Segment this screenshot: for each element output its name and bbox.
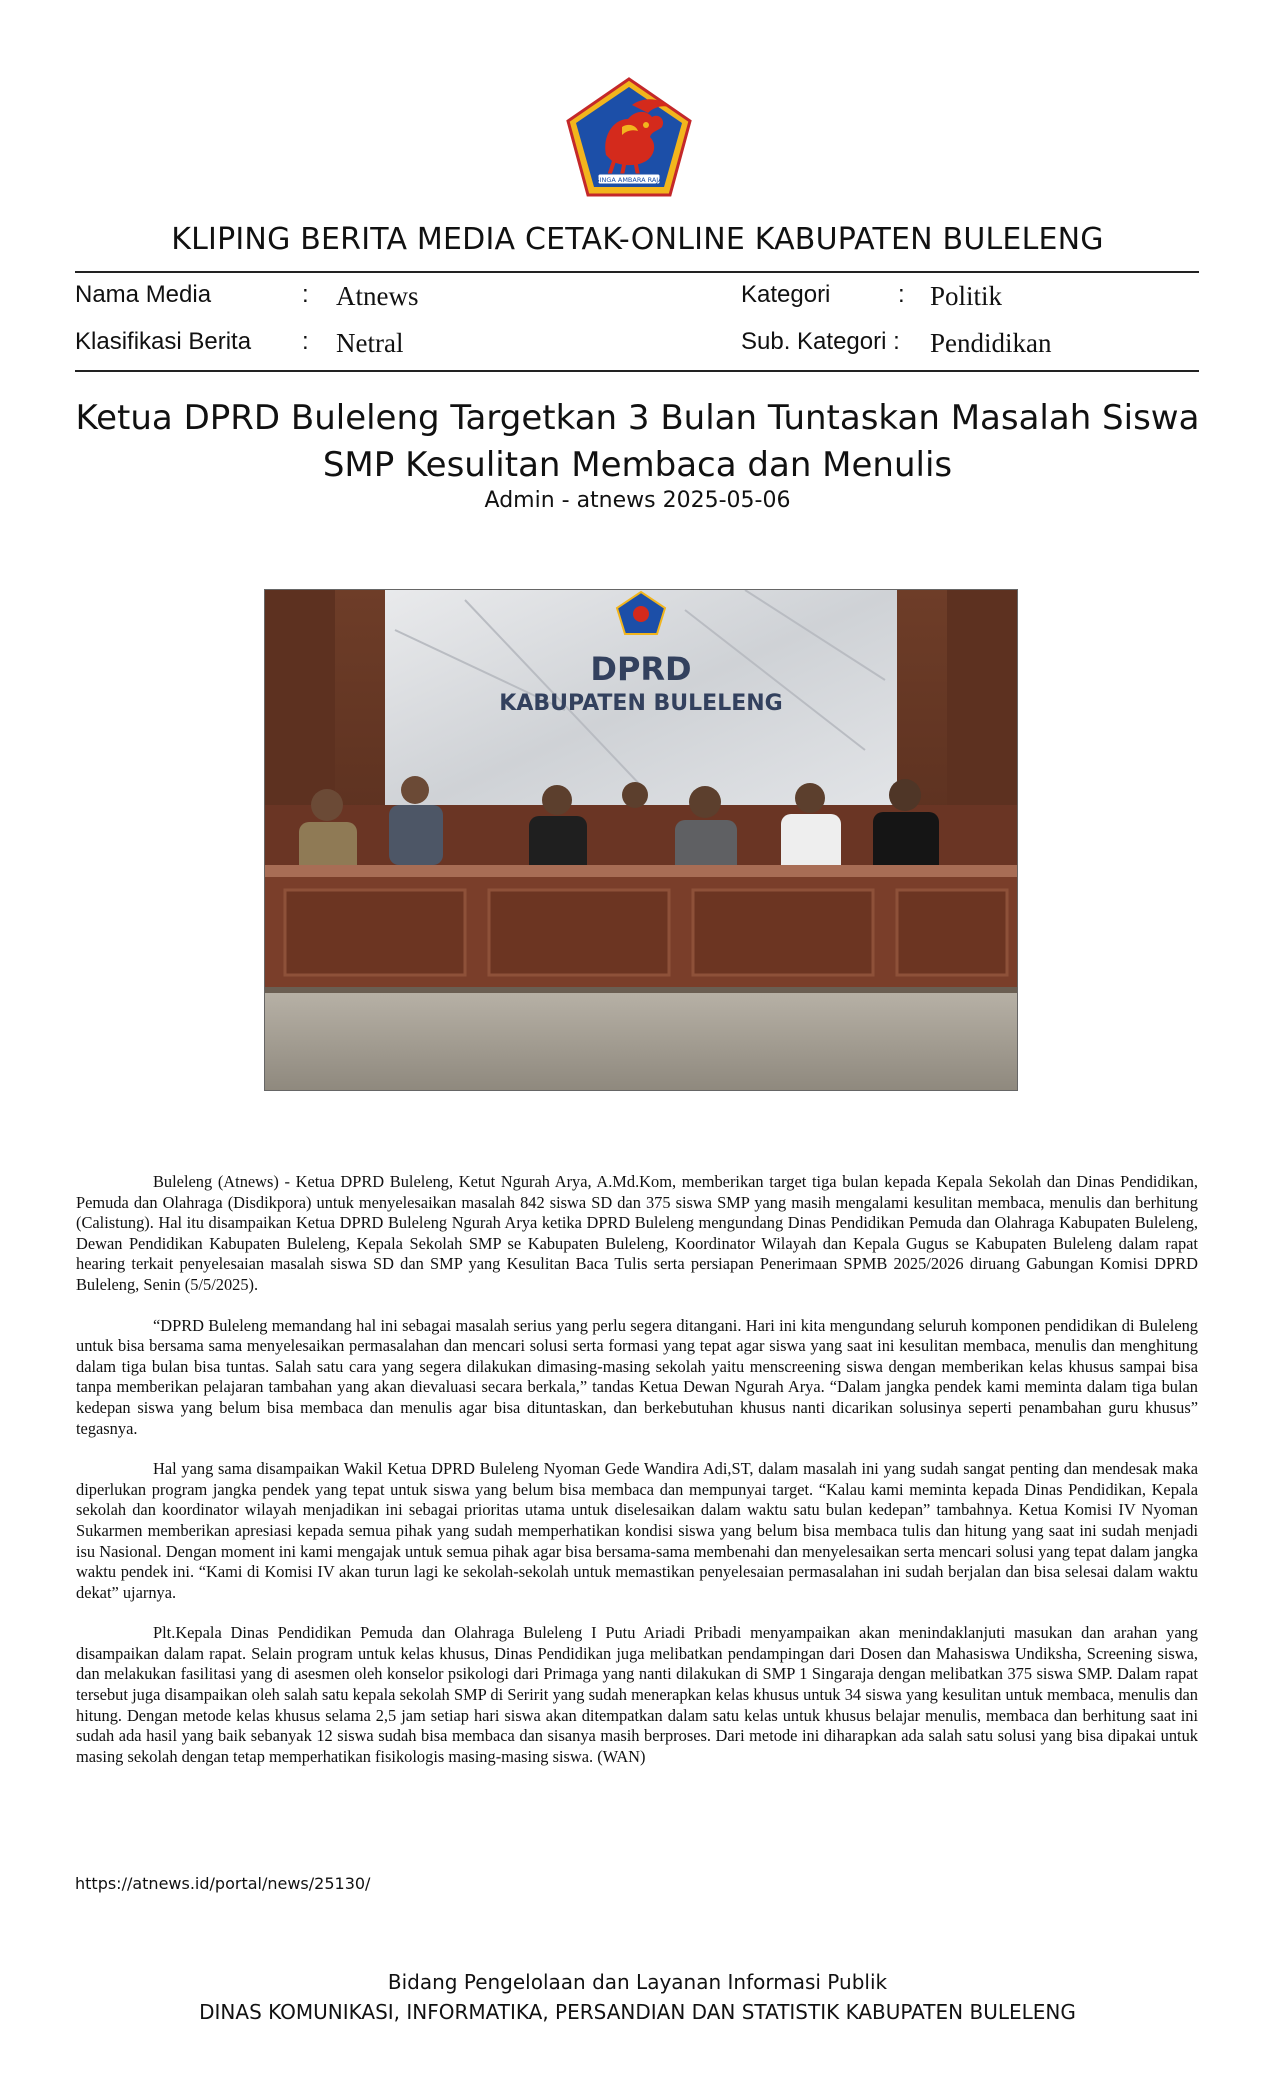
emblem-icon: [562, 75, 696, 199]
top-divider: [75, 271, 1199, 273]
article-headline: Ketua DPRD Buleleng Targetkan 3 Bulan Tuntaskan Masalah Siswa SMP Kesulitan Membaca dan Menulis: [75, 398, 1200, 485]
footer-department: DINAS KOMUNIKASI, INFORMATIKA, PERSANDIAN DAN STATISTIK KABUPATEN BULELENG: [199, 2000, 1076, 2024]
photo-sign-kabupaten: KABUPATEN BULELENG: [499, 691, 783, 716]
article-photo: [264, 589, 1018, 1091]
klasifikasi-colon: :: [302, 328, 309, 355]
bottom-divider: [75, 370, 1199, 372]
photo-sign-dprd: DPRD: [590, 650, 692, 688]
kategori-label: Kategori: [741, 281, 831, 308]
article-paragraph: “DPRD Buleleng memandang hal ini sebagai masalah serius yang perlu segera ditangani. Hari ini kita mengundang seluruh komponen pendidikan di Buleleng untuk bisa bersama sama menyelesaikan permasalahan dan mencari solusi serta formasi yang tepat agar siswa yang saat ini kesulitan membaca, menulis dan menghitung dalam tiga bulan bisa tuntas. Salah satu cara yang segera dilakukan dimasing-masing sekolah yaitu menscreening siswa dengan memberikan kelas khusus sampai bisa tanpa memberikan pelajaran tambahan yang akan dievaluasi secara berkala,” tandas Ketua Dewan Ngurah Arya. “Dalam jangka pendek kami meminta dalam tiga bulan kedepan siswa yang belum bisa membaca dan menulis agar bisa dituntaskan, dan berkebutuhan khusus nanti dicarikan solusinya seperti penambahan guru khusus” tegasnya.: [76, 1315, 1198, 1438]
nama-media-colon: :: [302, 281, 309, 308]
sub-kategori-value: Pendidikan: [930, 328, 1052, 358]
source-link[interactable]: https://atnews.id/portal/news/25130/: [75, 1874, 371, 1893]
article-byline: Admin - atnews 2025-05-06: [484, 488, 791, 513]
kategori-colon: :: [898, 281, 905, 308]
meeting-photo-image: [265, 590, 1017, 1090]
nama-media-label: Nama Media: [75, 281, 212, 308]
article-paragraph: Hal yang sama disampaikan Wakil Ketua DPRD Buleleng Nyoman Gede Wandira Adi,ST, dalam masalah ini yang sudah sangat penting dan mendesak maka diperlukan program jangka pendek yang tepat untuk siswa yang belum bisa membaca dan mempunyai target. “Kalau kami meminta kepada Dinas Pendidikan, Kepala sekolah dan koordinator wilayah menjadikan ini sebagai prioritas utama untuk diselesaikan dalam waktu satu bulan kedepan” tambahnya. Ketua Komisi IV Nyoman Sukarmen memberikan apresiasi kepada semua pihak yang sudah memperhatikan kondisi siswa yang belum bisa membaca tulis dan hitung yang saat ini sudah menjadi isu Nasional. Dengan moment ini kami mengajak untuk semua pihak agar bisa bersama-sama membenahi dan menyelesaikan serta mencari solusi yang tepat dalam jangka waktu pendek ini. “Kami di Komisi IV akan turun lagi ke sekolah-sekolah untuk memastikan penyelesaian permasalahan ini sudah berjalan dan bisa selesai dalam waktu dekat” ujarnya.: [76, 1459, 1198, 1602]
footer-division: Bidang Pengelolaan dan Layanan Informasi Publik: [387, 1970, 888, 1994]
buleleng-emblem-logo: [562, 75, 696, 199]
sub-kategori-label: Sub. Kategori :: [741, 328, 900, 355]
klasifikasi-value: Netral: [336, 328, 404, 358]
article-paragraph: Buleleng (Atnews) - Ketua DPRD Buleleng, Ketut Ngurah Arya, A.Md.Kom, memberikan target tiga bulan kepada Kepala Sekolah dan Dinas Pendidikan, Pemuda dan Olahraga (Disdikpora) untuk menyelesaikan masalah 842 siswa SD dan 375 siswa SMP yang masih mengalami kesulitan membaca, menulis dan berhitung (Calistung). Hal itu disampaikan Ketua DPRD Buleleng Ngurah Arya ketika DPRD Buleleng mengundang Dinas Pendidikan Pemuda dan Olahraga Kabupaten Buleleng, Dewan Pendidikan Kabupaten Buleleng, Kepala Sekolah SMP se Kabupaten Buleleng, Koordinator Wilayah dan Kepala Gugus se Kabupaten Buleleng dalam rapat hearing terkait penyelesaian masalah siswa SD dan SMP yang Kesulitan Baca Tulis serta persiapan Penerimaan SPMB 2025/2026 diruang Gabungan Komisi DPRD Buleleng, Senin (5/5/2025).: [76, 1172, 1198, 1294]
article-body: [76, 1172, 1198, 1787]
kategori-value: Politik: [930, 281, 1003, 311]
article-paragraph: Plt.Kepala Dinas Pendidikan Pemuda dan Olahraga Buleleng I Putu Ariadi Pribadi menyampaikan akan menindaklanjuti masukan dan arahan yang disampaikan dalam rapat. Selain program untuk kelas khusus, Dinas Pendidikan juga melibatkan pendampingan dari Dosen dan Mahasiswa Undiksha, Screening siswa, dan melakukan fasilitasi yang di asesmen oleh konselor psikologi dari Primaga yang nanti dilakukan di SMP 1 Singaraja dengan melibatkan 375 siswa SMP. Dalam rapat tersebut juga disampaikan oleh salah satu kepala sekolah SMP di Seririt yang sudah menerapkan kelas khusus untuk 34 siswa yang kesulitan untuk membaca, menulis dan hitung. Dengan metode kelas khusus selama 2,5 jam setiap hari siswa akan ditempatkan dalam satu kelas untuk khusus belajar menulis, membaca dan berhitung saat ini sudah ada hasil yang baik sebanyak 12 siswa sudah bisa membaca dan sisanya masih berproses. Dari metode ini diharapkan ada salah satu solusi yang bisa dipakai untuk masing sekolah dengan tetap memperhatikan fisikologis masing-masing siswa. (WAN): [76, 1623, 1198, 1766]
kliping-title: KLIPING BERITA MEDIA CETAK-ONLINE KABUPATEN BULELENG: [171, 222, 1104, 257]
emblem-motto: SINGA AMBARA RAJA: [595, 176, 663, 184]
nama-media-value: Atnews: [336, 281, 419, 311]
klasifikasi-label: Klasifikasi Berita: [75, 328, 252, 355]
